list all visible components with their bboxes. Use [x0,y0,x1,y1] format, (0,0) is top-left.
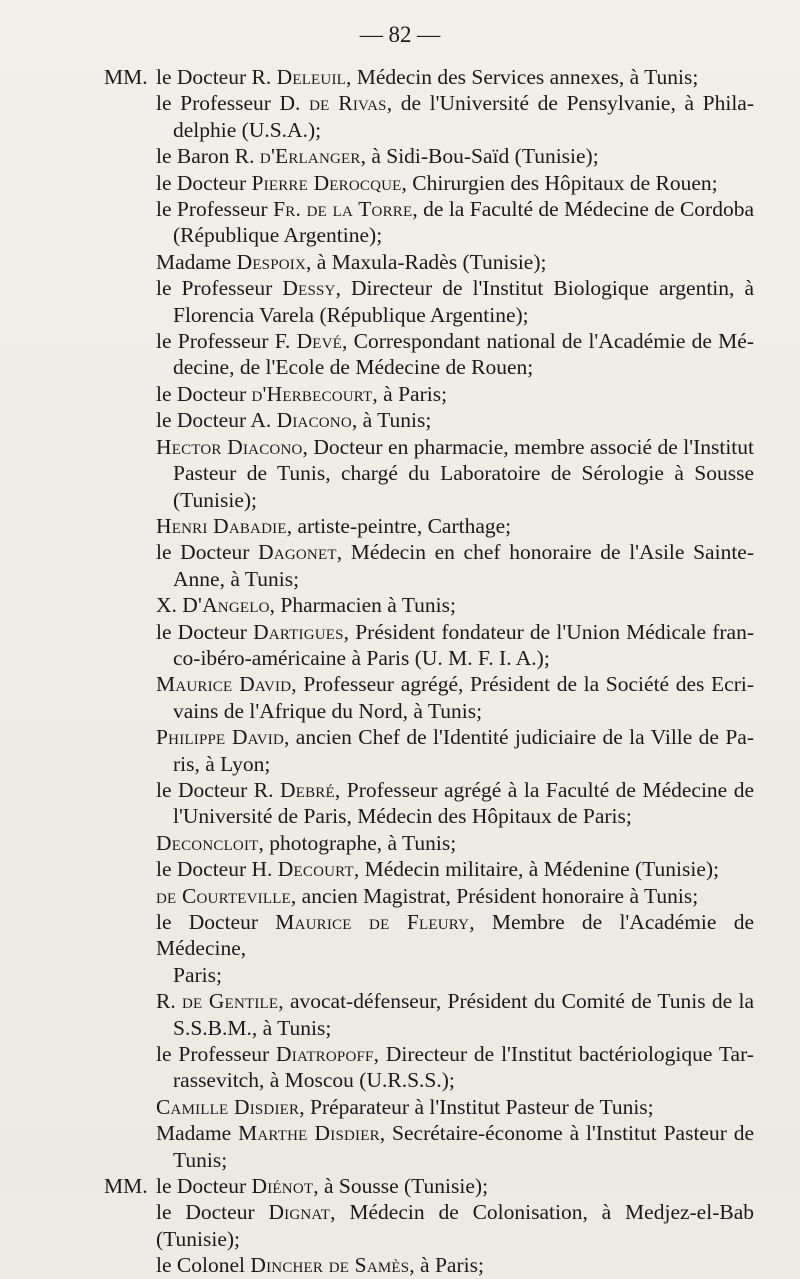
list-item [104,1120,754,1173]
entry-continuation: ris, à Lyon; [173,751,271,776]
list-item [104,381,754,407]
entry-line: le Docteur Maurice de Fleury, Membre de l'Académie de Médecine, [156,910,754,961]
member-name: Dincher de Samès [250,1253,410,1278]
list-item [104,170,754,196]
entry-line: X. D'Angelo, Pharmacien à Tunis; [156,593,456,618]
entry-line: le Docteur Dignat, Médecin de Colonisation, à Medjez-el-Bab (Tunisie); [156,1200,754,1251]
list-item [104,328,754,381]
member-name: D'Angelo [182,593,270,618]
list-item [104,407,754,433]
member-name: Deconcloit [156,830,259,855]
list-item [104,1041,754,1094]
entry-line: Philippe David, ancien Chef de l'Identité judiciaire de la Ville de Pa- [156,725,754,750]
member-name: Diénot [251,1174,314,1199]
list-item [104,883,754,909]
list-item [104,671,754,724]
member-name: de Courteville [156,883,291,908]
entry-continuation: Florencia Varela (République Argentine); [173,302,529,327]
entry-line: le Baron R. d'Erlanger, à Sidi-Bou-Saïd (Tunisie); [156,144,599,169]
list-item [104,143,754,169]
member-name: Henri Dabadie [156,513,287,538]
member-name: Maurice David [156,672,292,697]
entry-line: le Docteur Diénot, à Sousse (Tunisie); [156,1174,489,1199]
member-list [104,64,754,1279]
page-number: — 82 — [359,22,441,47]
member-name: Maurice de Fleury [275,910,470,934]
list-item [104,1094,754,1120]
entry-continuation: Anne, à Tunis; [173,566,300,591]
list-item [104,856,754,882]
entry-line: le Docteur Pierre Derocque, Chirurgien des Hôpitaux de Rouen; [156,170,718,195]
entry-line: le Professeur Fr. de la Torre, de la Faculté de Médecine de Cordoba [156,197,755,222]
member-name: Philippe David [156,725,285,750]
entry-line: Madame Despoix, à Maxula-Radès (Tunisie); [156,249,547,274]
entry-line: le Professeur Dessy, Directeur de l'Institut Biologique argentin, à [156,276,754,301]
list-item [104,513,754,539]
entry-line: Henri Dabadie, artiste-peintre, Carthage; [156,513,512,538]
entry-line: Camille Disdier, Préparateur à l'Institut Pasteur de Tunis; [156,1094,654,1119]
entry-continuation: Paris; [173,962,222,987]
list-item [104,988,754,1041]
entry-line: le Docteur R. Debré, Professeur agrégé à la Faculté de Médecine de [156,777,755,802]
member-name: Hector Diacono [156,434,303,459]
entry-continuation: co-ibéro-américaine à Paris (U. M. F. I. A.); [173,645,550,670]
entry-line: le Docteur A. Diacono, à Tunis; [156,408,432,433]
entry-line: le Docteur Dartigues, Président fondateur de l'Union Médicale fran- [156,619,755,644]
member-name: de Rivas [309,91,387,116]
entry-continuation: (République Argentine); [173,223,383,248]
list-item [104,90,754,143]
entry-continuation: l'Université de Paris, Médecin des Hôpitaux de Paris; [173,804,632,829]
entry-continuation: Tunis; [173,1147,228,1172]
member-name: Diatropoff [276,1042,374,1067]
member-name: Debré [280,777,335,802]
entry-continuation: Pasteur de Tunis, chargé du Laboratoire de Sérologie à Sousse [173,461,754,486]
list-item [104,64,754,90]
member-name: Decourt [277,857,354,882]
entry-line: le Professeur F. Devé, Correspondant national de l'Académie de Mé- [156,329,754,354]
entry-line: Madame Marthe Disdier, Secrétaire-économe à l'Institut Pasteur de [156,1121,755,1146]
member-name: Dessy [282,276,336,301]
entry-line: le Docteur Dagonet, Médecin en chef honoraire de l'Asile Sainte- [156,540,754,565]
member-name: Fr. de la Torre [273,197,413,222]
list-item [104,196,754,249]
list-item [104,909,754,988]
member-name: Deleuil [276,65,347,89]
member-name: Pierre Derocque [251,170,402,195]
member-name: d'Herbecourt [251,381,373,406]
list-item [104,619,754,672]
entry-line: le Docteur H. Decourt, Médecin militaire, à Médenine (Tunisie); [156,857,720,882]
member-name: Diacono [276,408,352,433]
entry-continuation: S.S.B.M., à Tunis; [173,1015,332,1040]
list-item [104,539,754,592]
list-item [104,434,754,513]
member-name: Dartigues [253,619,344,644]
entry-continuation: (Tunisie); [173,487,258,512]
member-name: Marthe Disdier [238,1121,380,1146]
entry-line: le Professeur D. de Rivas, de l'Université de Pensylvanie, à Phila- [156,91,754,116]
entry-continuation: rassevitch, à Moscou (U.R.S.S.); [173,1068,455,1093]
list-item [104,1252,754,1278]
member-name: Despoix [236,249,307,274]
list-item [104,275,754,328]
member-name: Camille Disdier [156,1094,300,1119]
entry-line: le Docteur R. Deleuil, Médecin des Services annexes, à Tunis; [156,65,699,89]
entry-line: le Colonel Dincher de Samès, à Paris; [156,1253,484,1278]
entry-line: le Docteur d'Herbecourt, à Paris; [156,381,448,406]
entry-line: le Professeur Diatropoff, Directeur de l'Institut bactériologique Tar- [156,1042,754,1067]
member-name: Dagonet [258,540,337,565]
entry-line: R. de Gentile, avocat-défenseur, Président du Comité de Tunis de la [156,989,754,1014]
list-item [104,249,754,275]
member-name: Dignat [268,1200,331,1225]
list-item [104,1173,754,1199]
entry-continuation: vains de l'Afrique du Nord, à Tunis; [173,698,483,723]
list-item [104,724,754,777]
entry-line: Deconcloit, photographe, à Tunis; [156,830,457,855]
list-item [104,592,754,618]
member-name: de Gentile [182,989,279,1014]
entry-continuation: decine, de l'Ecole de Médecine de Rouen; [173,355,534,380]
honorific-prefix: MM. [104,1174,148,1199]
member-name: d'Erlanger [259,144,361,169]
honorific-prefix: MM. [104,65,148,89]
entry-line: Hector Diacono, Docteur en pharmacie, membre associé de l'Institut [156,434,754,459]
list-item [104,777,754,830]
member-name: Devé [296,329,343,354]
list-item [104,1199,754,1252]
entry-continuation: delphie (U.S.A.); [173,117,322,142]
entry-line: Maurice David, Professeur agrégé, Président de la Société des Ecri- [156,672,755,697]
list-item [104,830,754,856]
entry-line: de Courteville, ancien Magistrat, Président honoraire à Tunis; [156,883,699,908]
